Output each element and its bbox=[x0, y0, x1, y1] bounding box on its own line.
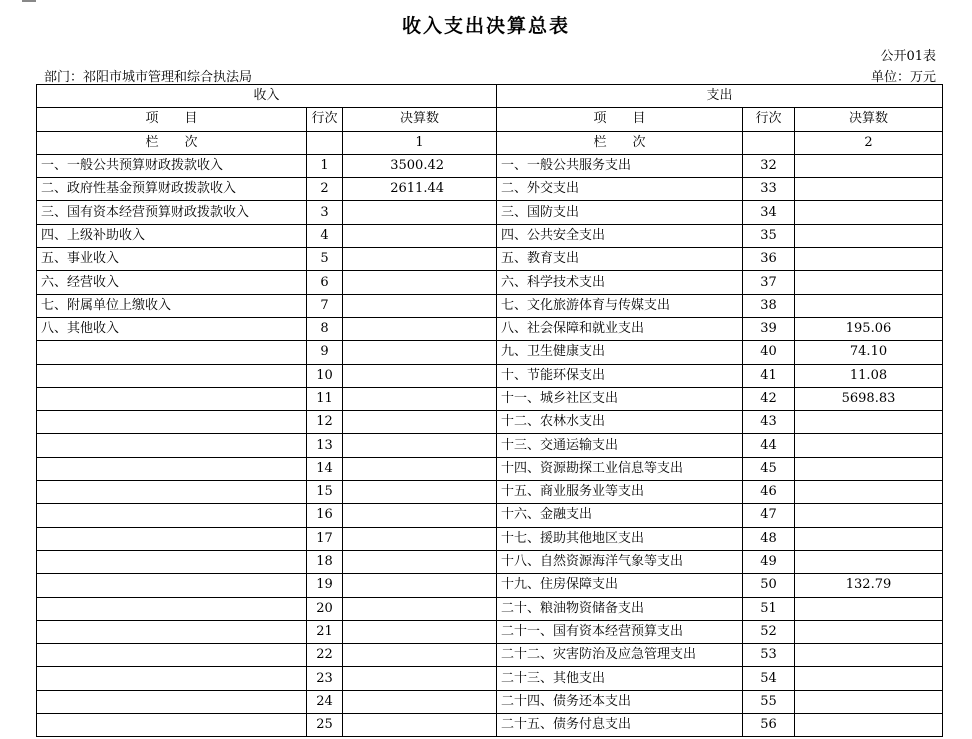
income-amount-cell bbox=[343, 527, 497, 550]
table-row bbox=[37, 690, 943, 713]
income-line-index bbox=[307, 131, 343, 154]
expense-amount-cell bbox=[795, 434, 943, 457]
income-line-cell: 2 bbox=[307, 178, 343, 201]
income-item-cell bbox=[37, 364, 307, 387]
income-amount-cell bbox=[343, 271, 497, 294]
income-item-cell bbox=[37, 411, 307, 434]
expense-item-cell: 十六、金融支出 bbox=[497, 504, 743, 527]
expense-amount-cell bbox=[795, 201, 943, 224]
department-label: 部门：祁阳市城市管理和综合执法局 bbox=[44, 70, 253, 85]
income-line-cell: 18 bbox=[307, 550, 343, 573]
table-row bbox=[37, 178, 943, 201]
income-amount-cell bbox=[343, 620, 497, 643]
table-row bbox=[37, 341, 943, 364]
expense-line-cell: 34 bbox=[743, 201, 795, 224]
income-line-cell: 13 bbox=[307, 434, 343, 457]
income-item-cell bbox=[37, 714, 307, 737]
expense-item-cell: 十二、农林水支出 bbox=[497, 411, 743, 434]
income-line-cell: 6 bbox=[307, 271, 343, 294]
expense-item-cell: 二十三、其他支出 bbox=[497, 667, 743, 690]
income-amount-cell bbox=[343, 434, 497, 457]
expense-item-cell: 十五、商业服务业等支出 bbox=[497, 481, 743, 504]
expense-line-cell: 53 bbox=[743, 644, 795, 667]
expense-line-cell: 51 bbox=[743, 597, 795, 620]
income-item-cell bbox=[37, 341, 307, 364]
expense-amount-cell bbox=[795, 620, 943, 643]
expense-item-cell: 十九、住房保障支出 bbox=[497, 574, 743, 597]
income-amount-cell bbox=[343, 341, 497, 364]
expense-amount-cell bbox=[795, 597, 943, 620]
income-amount-cell bbox=[343, 248, 497, 271]
income-amount-cell bbox=[343, 644, 497, 667]
expense-line-index bbox=[743, 131, 795, 154]
expense-amount-cell bbox=[795, 690, 943, 713]
income-amount-cell bbox=[343, 481, 497, 504]
income-amount-cell bbox=[343, 714, 497, 737]
expense-amount-cell: 5698.83 bbox=[795, 387, 943, 410]
income-item-cell bbox=[37, 597, 307, 620]
income-line-cell: 10 bbox=[307, 364, 343, 387]
expense-amount-cell bbox=[795, 644, 943, 667]
income-item-header: 项 目 bbox=[37, 108, 307, 131]
expense-item-cell: 四、公共安全支出 bbox=[497, 224, 743, 247]
table-row bbox=[37, 457, 943, 480]
expense-line-cell: 45 bbox=[743, 457, 795, 480]
income-amount-cell bbox=[343, 364, 497, 387]
expense-line-cell: 46 bbox=[743, 481, 795, 504]
table-row bbox=[37, 411, 943, 434]
income-item-cell bbox=[37, 574, 307, 597]
income-item-cell bbox=[37, 504, 307, 527]
income-amount-header: 决算数 bbox=[343, 108, 497, 131]
expense-line-cell: 38 bbox=[743, 294, 795, 317]
expense-amount-cell bbox=[795, 224, 943, 247]
income-line-cell: 14 bbox=[307, 457, 343, 480]
expense-line-cell: 50 bbox=[743, 574, 795, 597]
expense-item-cell: 三、国防支出 bbox=[497, 201, 743, 224]
expense-line-cell: 44 bbox=[743, 434, 795, 457]
expense-item-cell: 六、科学技术支出 bbox=[497, 271, 743, 294]
income-item-cell bbox=[37, 550, 307, 573]
income-line-cell: 24 bbox=[307, 690, 343, 713]
expense-amount-cell bbox=[795, 154, 943, 177]
income-line-cell: 23 bbox=[307, 667, 343, 690]
expense-amount-cell bbox=[795, 178, 943, 201]
expense-item-cell: 二、外交支出 bbox=[497, 178, 743, 201]
income-item-cell bbox=[37, 644, 307, 667]
table-row bbox=[37, 481, 943, 504]
expense-amount-cell bbox=[795, 457, 943, 480]
expense-item-cell: 二十二、灾害防治及应急管理支出 bbox=[497, 644, 743, 667]
income-amount-cell bbox=[343, 317, 497, 340]
section-header-row bbox=[37, 85, 943, 108]
expense-line-cell: 40 bbox=[743, 341, 795, 364]
page-title: 收入支出决算总表 bbox=[401, 15, 570, 37]
expense-line-cell: 33 bbox=[743, 178, 795, 201]
table-row bbox=[37, 271, 943, 294]
income-item-cell: 六、经营收入 bbox=[37, 271, 307, 294]
expense-amount-cell: 74.10 bbox=[795, 341, 943, 364]
income-item-cell bbox=[37, 481, 307, 504]
expense-line-cell: 54 bbox=[743, 667, 795, 690]
table-row bbox=[37, 667, 943, 690]
income-line-cell: 21 bbox=[307, 620, 343, 643]
income-expense-table bbox=[36, 84, 943, 737]
table-row bbox=[37, 317, 943, 340]
income-line-cell: 9 bbox=[307, 341, 343, 364]
income-item-cell: 一、一般公共预算财政拨款收入 bbox=[37, 154, 307, 177]
income-line-cell: 15 bbox=[307, 481, 343, 504]
column-index-row bbox=[37, 131, 943, 154]
income-line-cell: 5 bbox=[307, 248, 343, 271]
income-item-cell: 四、上级补助收入 bbox=[37, 224, 307, 247]
income-item-cell: 二、政府性基金预算财政拨款收入 bbox=[37, 178, 307, 201]
income-item-cell: 三、国有资本经营预算财政拨款收入 bbox=[37, 201, 307, 224]
expense-amount-cell: 11.08 bbox=[795, 364, 943, 387]
expense-item-cell: 二十五、债务付息支出 bbox=[497, 714, 743, 737]
unit-label: 单位：万元 bbox=[870, 70, 936, 85]
expense-line-header: 行次 bbox=[743, 108, 795, 131]
table-row bbox=[37, 550, 943, 573]
expense-line-cell: 49 bbox=[743, 550, 795, 573]
expense-item-cell: 一、一般公共服务支出 bbox=[497, 154, 743, 177]
income-line-cell: 25 bbox=[307, 714, 343, 737]
income-column-label: 栏 次 bbox=[37, 131, 307, 154]
table-row bbox=[37, 620, 943, 643]
income-line-cell: 19 bbox=[307, 574, 343, 597]
expense-line-cell: 43 bbox=[743, 411, 795, 434]
expense-item-cell: 七、文化旅游体育与传媒支出 bbox=[497, 294, 743, 317]
table-row bbox=[37, 154, 943, 177]
table-row bbox=[37, 527, 943, 550]
table-row bbox=[37, 224, 943, 247]
income-line-cell: 20 bbox=[307, 597, 343, 620]
income-item-cell bbox=[37, 457, 307, 480]
income-amount-cell bbox=[343, 457, 497, 480]
income-line-header: 行次 bbox=[307, 108, 343, 131]
income-amount-cell: 2611.44 bbox=[343, 178, 497, 201]
table-row bbox=[37, 574, 943, 597]
expense-item-cell: 九、卫生健康支出 bbox=[497, 341, 743, 364]
income-item-cell bbox=[37, 387, 307, 410]
income-item-cell: 八、其他收入 bbox=[37, 317, 307, 340]
expense-line-cell: 36 bbox=[743, 248, 795, 271]
table-row bbox=[37, 434, 943, 457]
table-row bbox=[37, 201, 943, 224]
income-amount-cell bbox=[343, 387, 497, 410]
expense-amount-cell bbox=[795, 248, 943, 271]
income-line-cell: 12 bbox=[307, 411, 343, 434]
income-line-cell: 8 bbox=[307, 317, 343, 340]
income-amount-cell: 3500.42 bbox=[343, 154, 497, 177]
expense-amount-cell bbox=[795, 714, 943, 737]
income-amount-cell bbox=[343, 690, 497, 713]
income-amount-cell bbox=[343, 294, 497, 317]
expense-amount-cell bbox=[795, 667, 943, 690]
expense-line-cell: 35 bbox=[743, 224, 795, 247]
expense-item-cell: 十一、城乡社区支出 bbox=[497, 387, 743, 410]
income-line-cell: 22 bbox=[307, 644, 343, 667]
income-item-cell bbox=[37, 690, 307, 713]
expense-amount-index: 2 bbox=[795, 131, 943, 154]
table-row bbox=[37, 248, 943, 271]
income-item-cell bbox=[37, 527, 307, 550]
column-header-row bbox=[37, 108, 943, 131]
expense-line-cell: 55 bbox=[743, 690, 795, 713]
income-line-cell: 17 bbox=[307, 527, 343, 550]
expense-amount-cell bbox=[795, 504, 943, 527]
income-line-cell: 4 bbox=[307, 224, 343, 247]
income-line-cell: 3 bbox=[307, 201, 343, 224]
table-row bbox=[37, 364, 943, 387]
income-line-cell: 11 bbox=[307, 387, 343, 410]
expense-amount-cell bbox=[795, 481, 943, 504]
table-body bbox=[37, 154, 943, 736]
expense-item-header: 项 目 bbox=[497, 108, 743, 131]
income-section-header: 收入 bbox=[37, 85, 497, 108]
expense-line-cell: 42 bbox=[743, 387, 795, 410]
expense-line-cell: 56 bbox=[743, 714, 795, 737]
expense-item-cell: 二十一、国有资本经营预算支出 bbox=[497, 620, 743, 643]
expense-item-cell: 十四、资源勘探工业信息等支出 bbox=[497, 457, 743, 480]
income-amount-cell bbox=[343, 411, 497, 434]
expense-amount-cell bbox=[795, 294, 943, 317]
expense-line-cell: 47 bbox=[743, 504, 795, 527]
income-amount-cell bbox=[343, 201, 497, 224]
income-amount-cell bbox=[343, 667, 497, 690]
income-line-cell: 7 bbox=[307, 294, 343, 317]
expense-item-cell: 八、社会保障和就业支出 bbox=[497, 317, 743, 340]
income-amount-cell bbox=[343, 504, 497, 527]
income-amount-cell bbox=[343, 574, 497, 597]
expense-column-label: 栏 次 bbox=[497, 131, 743, 154]
table-row bbox=[37, 387, 943, 410]
expense-amount-cell: 195.06 bbox=[795, 317, 943, 340]
expense-amount-cell: 132.79 bbox=[795, 574, 943, 597]
expense-amount-cell bbox=[795, 411, 943, 434]
income-item-cell bbox=[37, 620, 307, 643]
expense-item-cell: 十、节能环保支出 bbox=[497, 364, 743, 387]
expense-item-cell: 二十、粮油物资储备支出 bbox=[497, 597, 743, 620]
corner-mark bbox=[22, 0, 36, 2]
table-row bbox=[37, 597, 943, 620]
income-line-cell: 16 bbox=[307, 504, 343, 527]
income-item-cell bbox=[37, 434, 307, 457]
expense-line-cell: 41 bbox=[743, 364, 795, 387]
form-number: 公开01表 bbox=[880, 49, 936, 64]
expense-section-header: 支出 bbox=[497, 85, 943, 108]
expense-line-cell: 37 bbox=[743, 271, 795, 294]
expense-amount-cell bbox=[795, 550, 943, 573]
table-row bbox=[37, 504, 943, 527]
table-row bbox=[37, 714, 943, 737]
expense-amount-header: 决算数 bbox=[795, 108, 943, 131]
income-amount-cell bbox=[343, 597, 497, 620]
income-amount-index: 1 bbox=[343, 131, 497, 154]
income-amount-cell bbox=[343, 224, 497, 247]
table-row bbox=[37, 644, 943, 667]
expense-line-cell: 32 bbox=[743, 154, 795, 177]
expense-item-cell: 十八、自然资源海洋气象等支出 bbox=[497, 550, 743, 573]
income-item-cell: 七、附属单位上缴收入 bbox=[37, 294, 307, 317]
income-item-cell: 五、事业收入 bbox=[37, 248, 307, 271]
expense-item-cell: 五、教育支出 bbox=[497, 248, 743, 271]
expense-item-cell: 十七、援助其他地区支出 bbox=[497, 527, 743, 550]
expense-amount-cell bbox=[795, 527, 943, 550]
income-amount-cell bbox=[343, 550, 497, 573]
expense-line-cell: 48 bbox=[743, 527, 795, 550]
income-line-cell: 1 bbox=[307, 154, 343, 177]
table-row bbox=[37, 294, 943, 317]
expense-line-cell: 52 bbox=[743, 620, 795, 643]
expense-amount-cell bbox=[795, 271, 943, 294]
expense-line-cell: 39 bbox=[743, 317, 795, 340]
expense-item-cell: 二十四、债务还本支出 bbox=[497, 690, 743, 713]
expense-item-cell: 十三、交通运输支出 bbox=[497, 434, 743, 457]
income-item-cell bbox=[37, 667, 307, 690]
